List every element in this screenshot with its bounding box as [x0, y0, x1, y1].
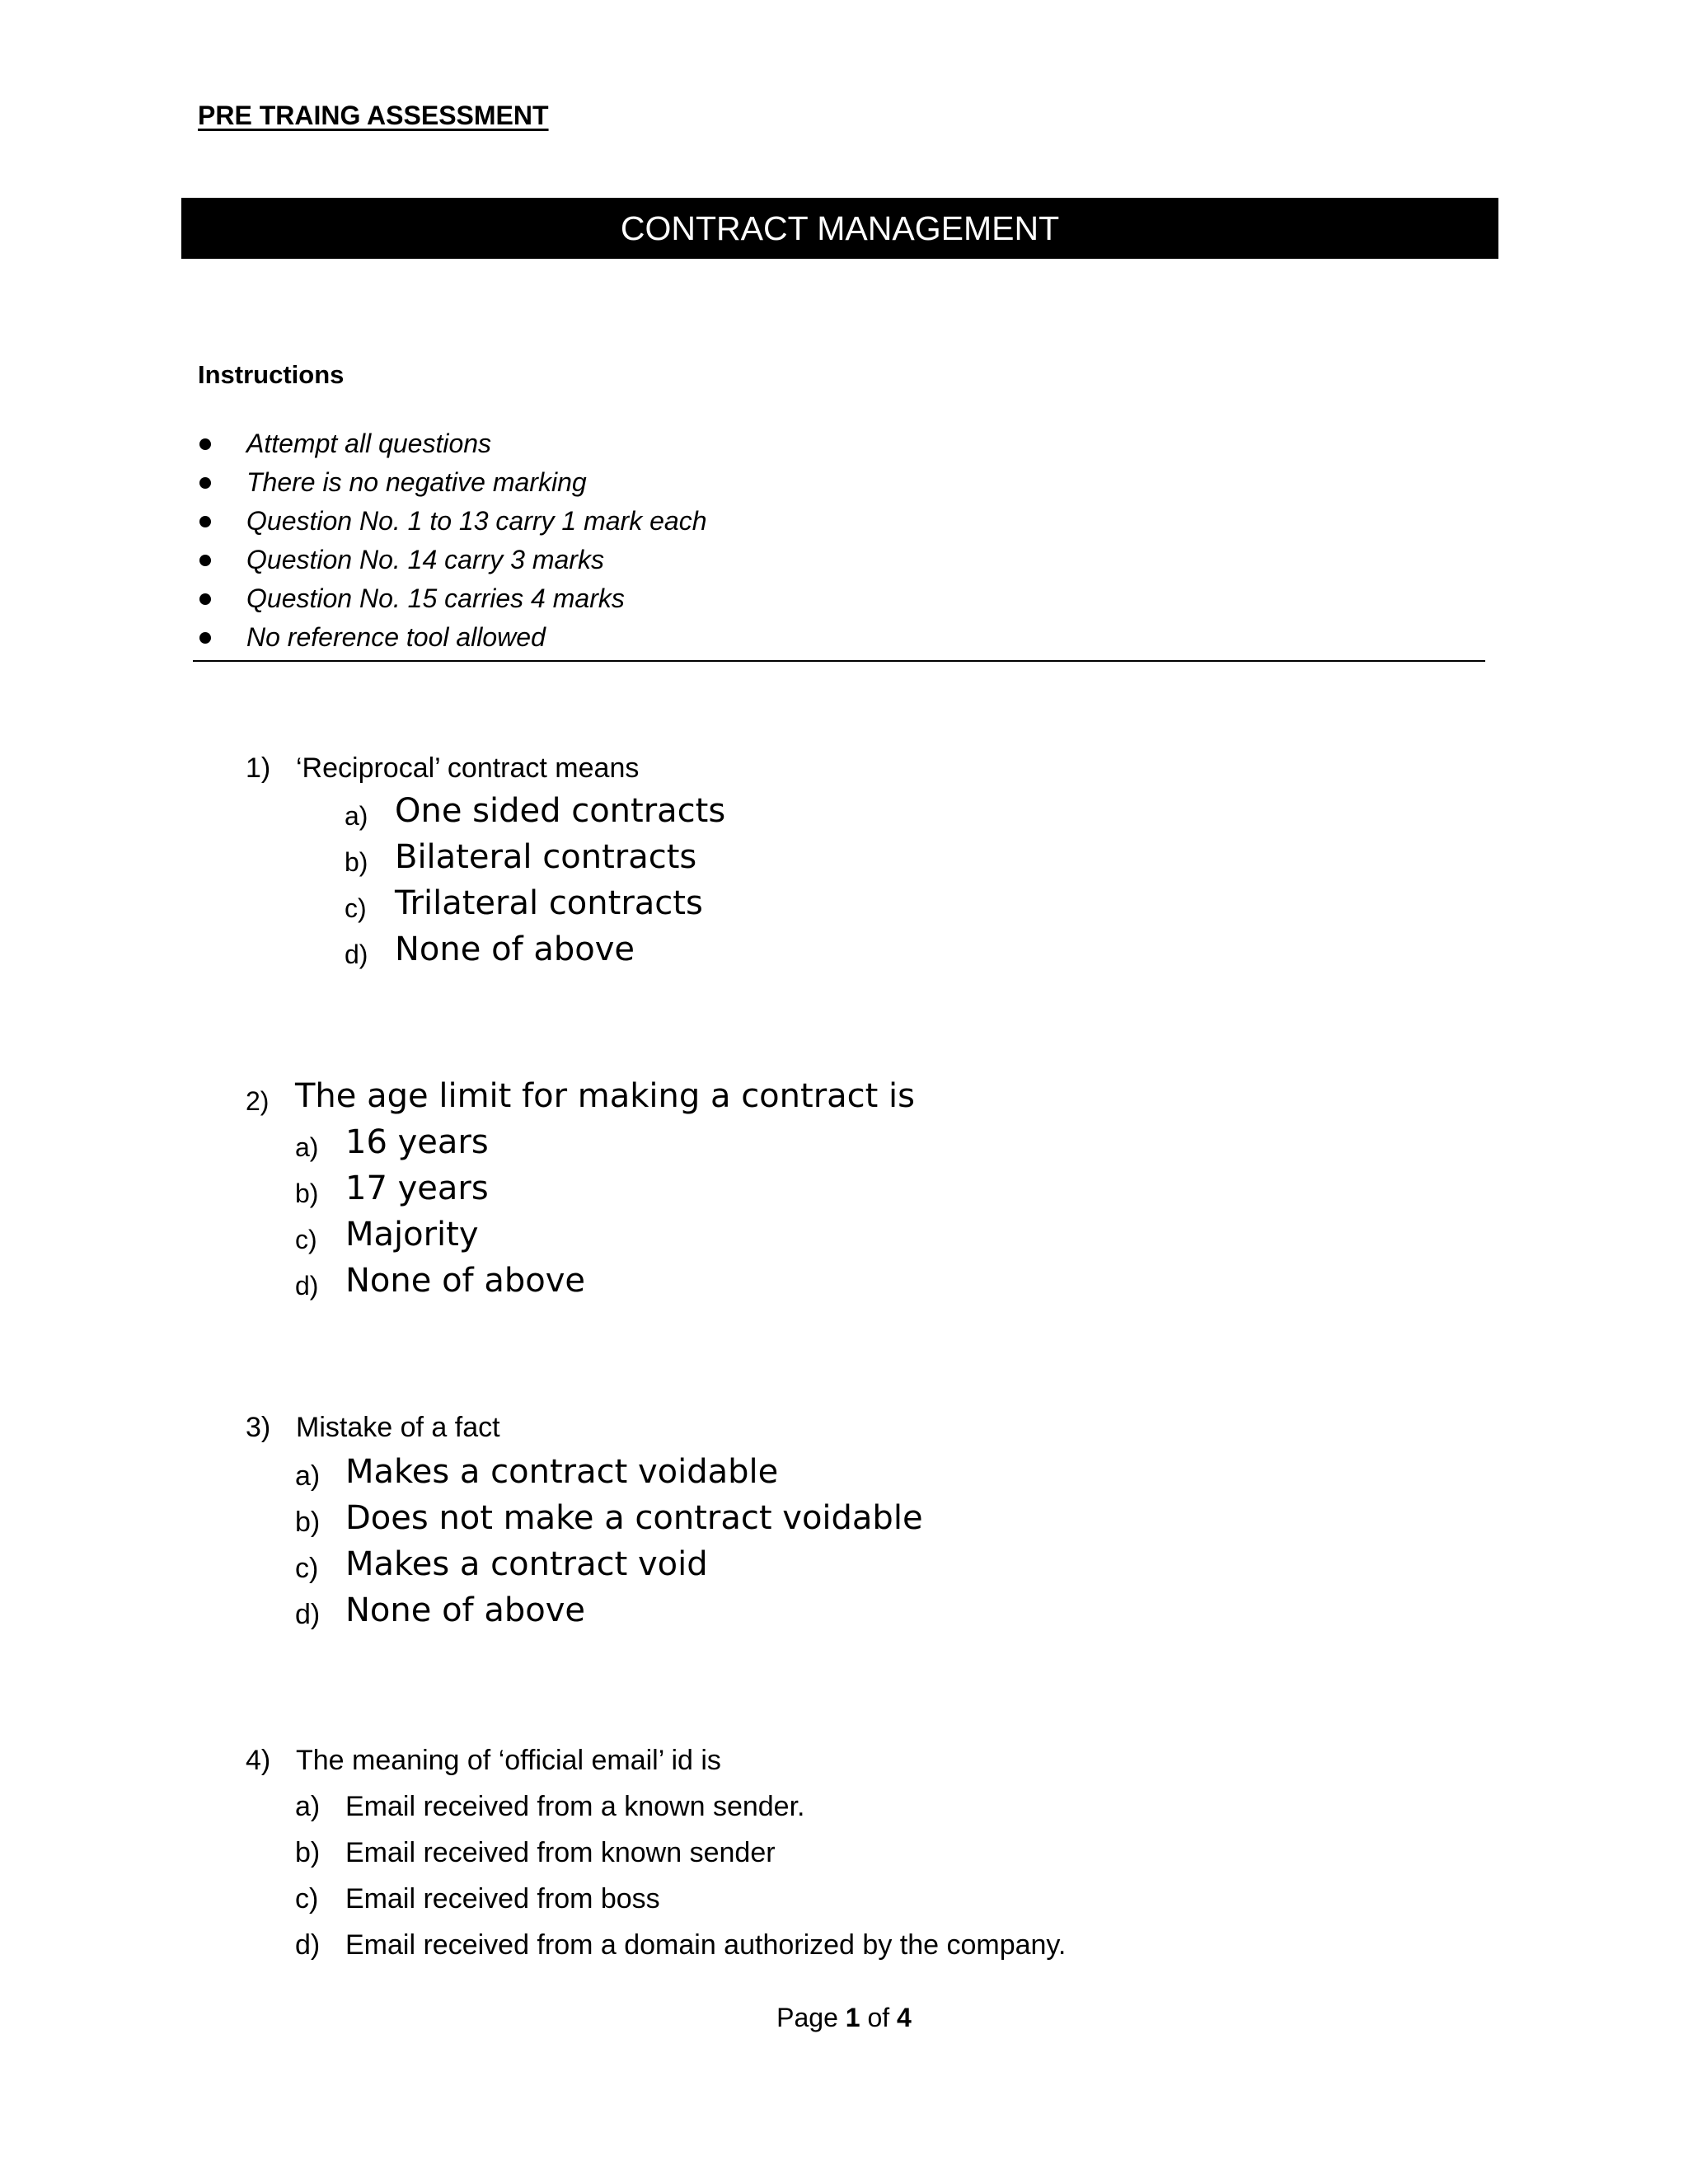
- instruction-text: Attempt all questions: [246, 429, 492, 458]
- page-footer: [0, 2003, 1688, 2033]
- option-text: Bilateral contracts: [395, 838, 697, 876]
- bullet-icon: [199, 555, 211, 566]
- option-label: b): [295, 1179, 319, 1208]
- question-number: 3): [246, 1412, 271, 1443]
- option-label: c): [295, 1225, 317, 1254]
- option-label: b): [345, 847, 368, 877]
- instruction-text: Question No. 14 carry 3 marks: [246, 545, 604, 574]
- instruction-text: There is no negative marking: [246, 467, 587, 497]
- question-number: 2): [246, 1086, 270, 1116]
- option-label: b): [295, 1507, 321, 1538]
- option-text: None of above: [395, 930, 635, 968]
- instruction-text: No reference tool allowed: [246, 622, 546, 652]
- option-text: Email received from known sender: [345, 1837, 776, 1868]
- option-text: Does not make a contract voidable: [345, 1499, 923, 1537]
- option-text: 17 years: [345, 1169, 489, 1207]
- option-text: Email received from a domain authorized by the company.: [345, 1929, 1067, 1961]
- title-banner: CONTRACT MANAGEMENT: [181, 198, 1498, 259]
- footer-prefix: Page: [776, 2003, 838, 2032]
- option-text: Majority: [345, 1216, 479, 1254]
- bullet-icon: [199, 438, 211, 450]
- option-text: Trilateral contracts: [395, 884, 703, 922]
- option-text: Makes a contract voidable: [345, 1453, 779, 1491]
- option-text: One sided contracts: [395, 792, 726, 830]
- option-label: d): [295, 1599, 321, 1630]
- section-divider: [193, 660, 1485, 662]
- option-text: None of above: [345, 1262, 585, 1300]
- option-label: d): [345, 940, 368, 969]
- bullet-icon: [199, 477, 211, 489]
- question-text: The age limit for making a contract is: [295, 1077, 915, 1115]
- option-label: a): [295, 1460, 321, 1492]
- footer-total-pages: 4: [897, 2003, 912, 2032]
- instructions-heading: Instructions: [198, 360, 345, 389]
- question-number: 4): [246, 1745, 271, 1776]
- option-label: a): [295, 1791, 321, 1822]
- option-text: None of above: [345, 1591, 585, 1629]
- option-label: a): [345, 801, 368, 831]
- instruction-text: Question No. 1 to 13 carry 1 mark each: [246, 506, 707, 536]
- instruction-text: Question No. 15 carries 4 marks: [246, 583, 625, 613]
- option-text: Makes a contract void: [345, 1545, 708, 1583]
- option-text: Email received from a known sender.: [345, 1791, 805, 1822]
- option-label: c): [295, 1553, 319, 1584]
- footer-separator: of: [867, 2003, 890, 2032]
- bullet-icon: [199, 516, 211, 527]
- option-label: c): [345, 893, 367, 923]
- option-label: a): [295, 1132, 319, 1162]
- option-label: b): [295, 1837, 321, 1868]
- question-number: 1): [246, 752, 271, 784]
- document-heading: PRE TRAING ASSESSMENT: [198, 101, 549, 130]
- option-text: 16 years: [345, 1123, 489, 1161]
- option-label: c): [295, 1883, 319, 1915]
- question-text: The meaning of ‘official email’ id is: [296, 1745, 721, 1776]
- option-label: d): [295, 1271, 319, 1301]
- option-label: d): [295, 1929, 321, 1961]
- question-text: ‘Reciprocal’ contract means: [296, 752, 640, 784]
- option-text: Email received from boss: [345, 1883, 660, 1915]
- question-text: Mistake of a fact: [296, 1412, 500, 1443]
- bullet-icon: [199, 632, 211, 644]
- footer-current-page: 1: [845, 2003, 860, 2032]
- bullet-icon: [199, 593, 211, 605]
